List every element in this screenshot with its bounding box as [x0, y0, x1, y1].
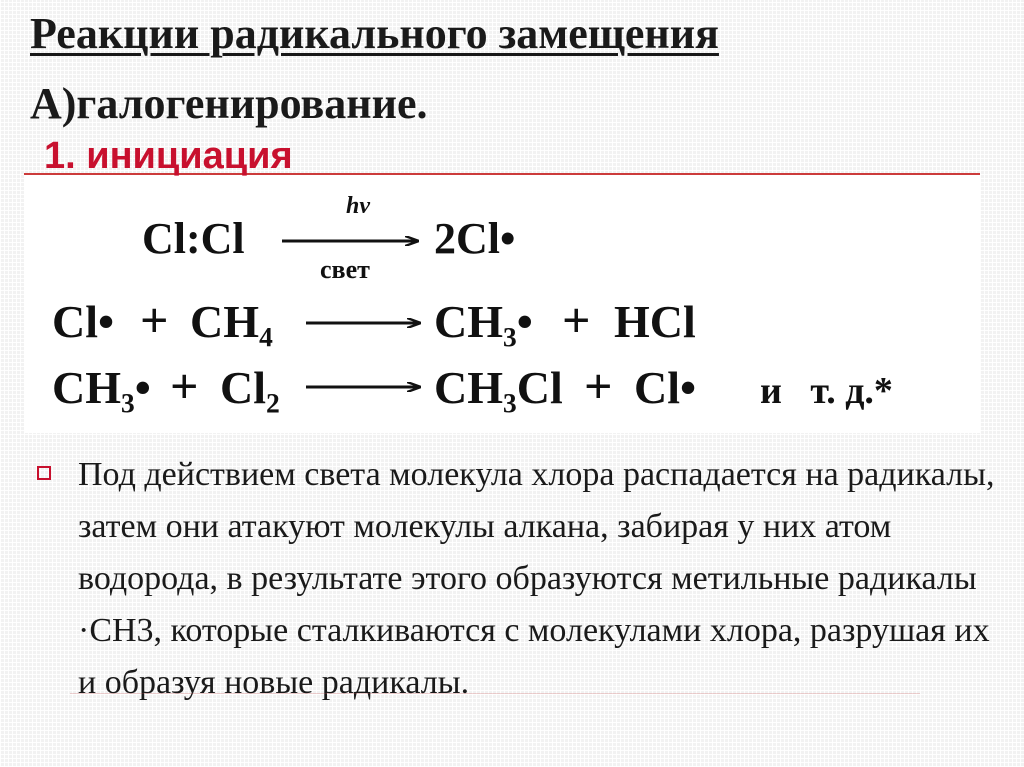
slide-title: Реакции радикального замещения: [30, 9, 719, 58]
r3-plus-2: +: [584, 358, 613, 414]
r2-product-1: CH₃•: [434, 296, 533, 347]
r2-product-2: HCl: [614, 296, 696, 347]
slide-subtitle: А)галогенирование.: [30, 79, 428, 128]
r1-below-arrow: свет: [320, 255, 370, 284]
r2-reactant-1: Cl•: [52, 296, 115, 347]
r2-reactant-2: CH₄: [190, 296, 273, 347]
decorative-rule: [70, 693, 920, 694]
r3-reactant-2: Cl₂: [220, 362, 280, 413]
r3-product-1: CH₃Cl: [434, 362, 563, 413]
bullet-square-icon: [37, 466, 51, 480]
r3-plus-1: +: [170, 358, 199, 414]
r2-plus-2: +: [562, 292, 591, 348]
reaction-scheme-image: [24, 173, 980, 433]
r1-above-arrow: hν: [346, 193, 370, 219]
r2-plus-1: +: [140, 292, 169, 348]
r3-product-2: Cl•: [634, 362, 697, 413]
r1-reactant: Cl:Cl: [142, 214, 245, 263]
r3-reactant-1: CH₃•: [52, 362, 151, 413]
reaction-equations: [24, 173, 980, 433]
step-heading: 1. инициация: [44, 135, 293, 177]
bullet-text: Под действием света молекула хлора распадается на радикалы, затем они атакуют молекулы алкана, забирая у них атом водорода, в результате этого образуются метильные радикалы ·СН3, которые сталкиваются с молекулами хлора, разрушая их и образуя новые радикалы.: [78, 456, 995, 701]
r1-product: 2Cl•: [434, 214, 516, 263]
r3-etc: и т. д.*: [760, 370, 893, 412]
